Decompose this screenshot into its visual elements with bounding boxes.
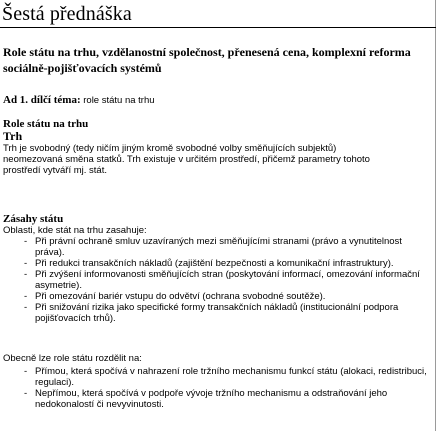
- subtopic-line: [3, 94, 155, 107]
- division-lead: Obecně lze role státu rozdělit na:: [3, 353, 142, 364]
- dash-bullet: -: [24, 269, 28, 280]
- dash-bullet: -: [24, 258, 28, 269]
- list-item: - Při právní ochraně smluv uzavíraných mezi směňujícími stranami (právo a vynutitelnost práva).: [24, 236, 402, 258]
- interventions-section: [3, 213, 433, 324]
- dash-bullet: -: [24, 291, 28, 302]
- page-title: Šestá přednáška: [2, 3, 132, 25]
- interventions-lead: Oblasti, kde stát na trhu zasahuje:: [3, 225, 147, 236]
- role-heading: Role státu na trhu: [3, 118, 89, 130]
- market-paragraph-line-3: prostředí vytváří mj. stát.: [3, 165, 107, 176]
- dash-bullet: -: [24, 236, 28, 247]
- list-item: - Při omezování bariér vstupu do odvětví (ochrana svobodné soutěže).: [24, 291, 326, 302]
- market-paragraph-line-1: Trh je svobodný (tedy ničím jiným kromě svobodné volby směňujících subjektů): [3, 143, 337, 154]
- division-section: [3, 353, 433, 410]
- list-item: - Přímou, která spočívá v nahrazení role tržního mechanismu funkcí státu (alokaci, redistribuci, regulaci).: [24, 366, 427, 388]
- interventions-list: [3, 236, 433, 324]
- market-paragraph-line-2: neomezovaná směna statků. Trh existuje v určitém prostředí, přičemž parametry tohoto: [3, 154, 370, 165]
- subtopic-label: Ad 1. dílčí téma:: [3, 94, 81, 106]
- lecture-subtitle: Role státu na trhu, vzdělanostní společnost, přenesená cena, komplexní reforma sociálně-pojišťovacích systémů: [3, 45, 411, 75]
- interventions-heading: Zásahy státu: [3, 213, 64, 225]
- subtopic-text: role státu na trhu: [80, 95, 155, 106]
- list-item: - Při zvýšení informovanosti směňujících stran (poskytování informací, omezování informační asymetrie).: [24, 269, 420, 291]
- title-underline: [0, 27, 436, 28]
- market-subheading: Trh: [3, 129, 23, 143]
- division-list: [3, 366, 433, 410]
- role-section: [3, 118, 423, 176]
- dash-bullet: -: [24, 302, 28, 313]
- list-item: - Při redukci transakčních nákladů (zajištění bezpečnosti a komunikační infrastruktury).: [24, 258, 394, 269]
- list-item: - Při snižování rizika jako specifické formy transakčních nákladů (institucionální podpora pojišťovacích trhů).: [24, 302, 399, 324]
- dash-bullet: -: [24, 366, 28, 377]
- dash-bullet: -: [24, 388, 28, 399]
- list-item: - Nepřímou, která spočívá v podpoře vývoje tržního mechanismu a odstraňování jeho nedokonalostí či nevyvinutosti.: [24, 388, 388, 410]
